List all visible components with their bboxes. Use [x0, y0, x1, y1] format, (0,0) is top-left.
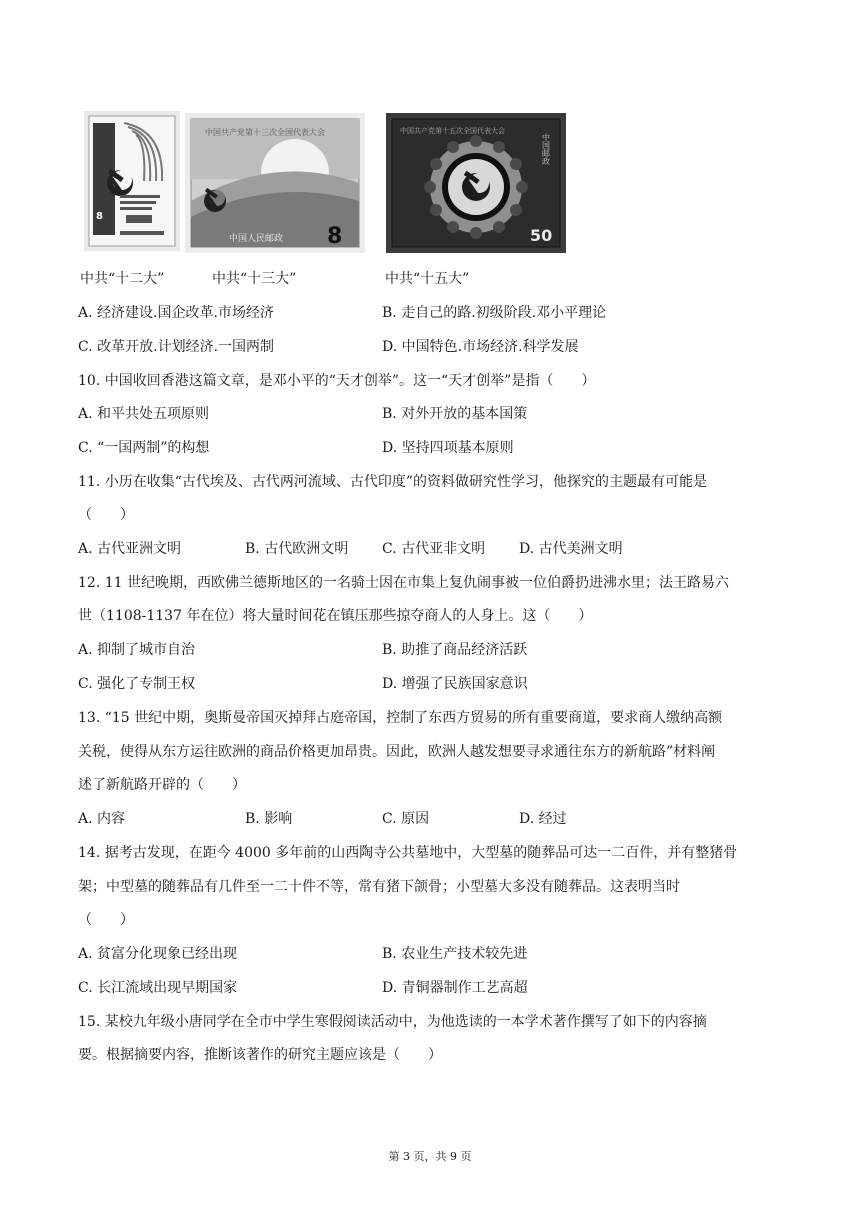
- q13-option-d[interactable]: D. 经过: [519, 811, 567, 827]
- stamp-12th-congress: [84, 111, 180, 251]
- q13-option-a[interactable]: A. 内容: [78, 811, 126, 827]
- svg-text:中国人民邮政: 中国人民邮政: [229, 234, 284, 244]
- svg-text:8: 8: [327, 224, 343, 249]
- q13-option-c[interactable]: C. 原因: [382, 811, 430, 827]
- q13-stem-line2: 关税，使得从东方运往欧洲的商品价格更加昂贵。因此，欧洲人越发想要寻求通往东方的新航路”材料阐: [78, 744, 716, 760]
- q10-option-b[interactable]: B. 对外开放的基本国策: [382, 406, 528, 422]
- q13-stem-line3: 述了新航路开辟的（ ）: [78, 777, 246, 793]
- svg-text:中国邮政: 中国邮政: [541, 133, 551, 165]
- q14-stem-line3: （ ）: [78, 912, 134, 928]
- svg-text:中国共产党第十三次全国代表大会: 中国共产党第十三次全国代表大会: [205, 128, 325, 137]
- q11-option-d[interactable]: D. 古代美洲文明: [519, 541, 623, 557]
- page-number-footer: 第 3 页，共 9 页: [388, 1150, 472, 1163]
- q11-option-a[interactable]: A. 古代亚洲文明: [78, 541, 182, 557]
- stamp-caption-13th: 中共“十三大”: [212, 271, 297, 287]
- stamp-13th-congress: [185, 113, 365, 253]
- q12-option-c[interactable]: C. 强化了专制王权: [78, 676, 196, 692]
- q12-stem-line1: 12. 11 世纪晚期，西欧佛兰德斯地区的一名骑士因在市集上复仇闹事被一位伯爵扔进沸水里；法王路易六: [78, 575, 729, 591]
- q10-stem: 10. 中国收回香港这篇文章，是邓小平的“天才创举”。这一“天才创举”是指（ ）: [78, 373, 596, 389]
- svg-text:中国共产党第十五次全国代表大会: 中国共产党第十五次全国代表大会: [400, 127, 505, 135]
- q9-option-b[interactable]: B. 走自己的路.初级阶段.邓小平理论: [382, 305, 607, 321]
- stamp-15th-congress: [386, 113, 566, 253]
- q10-option-d[interactable]: D. 坚持四项基本原则: [382, 440, 514, 456]
- q10-option-c[interactable]: C. “一国两制”的构想: [78, 440, 210, 456]
- stamp-caption-15th: 中共“十五大”: [385, 271, 470, 287]
- q15-stem-line1: 15. 某校九年级小唐同学在全市中学生寒假阅读活动中，为他选读的一本学术著作撰写了如下的内容摘: [78, 1014, 707, 1030]
- q12-option-d[interactable]: D. 增强了民族国家意识: [382, 676, 528, 692]
- q14-stem-line2: 架；中型墓的随葬品有几件至一二十件不等，常有猪下颌骨；小型墓大多没有随葬品。这表明当时: [78, 879, 680, 895]
- q11-stem-line2: （ ）: [78, 507, 134, 523]
- q12-option-b[interactable]: B. 助推了商品经济活跃: [382, 642, 528, 658]
- q13-option-b[interactable]: B. 影响: [245, 811, 293, 827]
- q9-option-d[interactable]: D. 中国特色.市场经济.科学发展: [382, 339, 579, 355]
- svg-text:50: 50: [530, 226, 553, 245]
- q12-stem-line2: 世（1108-1137 年在位）将大量时间花在镇压那些掠夺商人的人身上。这（ ）: [78, 608, 593, 624]
- q9-option-a[interactable]: A. 经济建设.国企改革.市场经济: [78, 305, 274, 321]
- q14-option-b[interactable]: B. 农业生产技术较先进: [382, 946, 528, 962]
- q14-option-c[interactable]: C. 长江流域出现早期国家: [78, 980, 238, 996]
- q10-option-a[interactable]: A. 和平共处五项原则: [78, 406, 210, 422]
- q14-option-d[interactable]: D. 青铜器制作工艺高超: [382, 980, 528, 996]
- q11-option-c[interactable]: C. 古代亚非文明: [382, 541, 486, 557]
- q9-option-c[interactable]: C. 改革开放.计划经济.一国两制: [78, 339, 275, 355]
- q14-option-a[interactable]: A. 贫富分化现象已经出现: [78, 946, 238, 962]
- q13-stem-line1: 13. “15 世纪中期，奥斯曼帝国灭掉拜占庭帝国，控制了东西方贸易的所有重要商道，要求商人缴纳高额: [78, 710, 723, 726]
- q14-stem-line1: 14. 据考古发现，在距今 4000 多年前的山西陶寺公共墓地中，大型墓的随葬品可达一二百件，并有整猪骨: [78, 845, 738, 861]
- q11-stem-line1: 11. 小历在收集“古代埃及、古代两河流域、古代印度”的资料做研究性学习，他探究的主题最有可能是: [78, 474, 708, 490]
- stamp-caption-12th: 中共“十二大”: [80, 271, 165, 287]
- q11-option-b[interactable]: B. 古代欧洲文明: [245, 541, 349, 557]
- svg-text:8: 8: [96, 211, 103, 222]
- q15-stem-line2: 要。根据摘要内容，推断该著作的研究主题应该是（ ）: [78, 1047, 442, 1063]
- q12-option-a[interactable]: A. 抑制了城市自治: [78, 642, 196, 658]
